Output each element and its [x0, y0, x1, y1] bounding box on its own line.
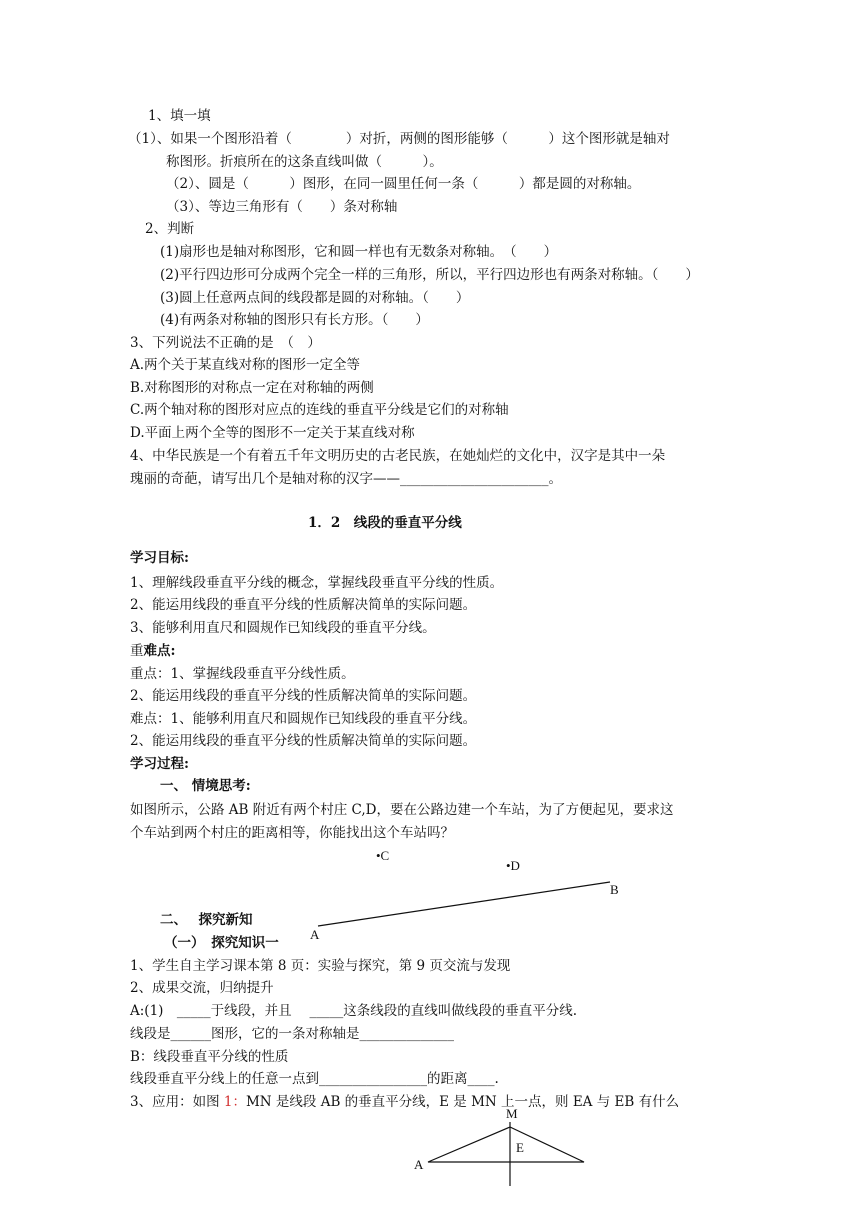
q1-3: （3）、等边三角形有（ ）条对称轴 — [166, 199, 398, 215]
step-1: 1、学生自主学习课本第 8 页：实验与探究，第 9 页交流与发现 — [130, 958, 511, 974]
key-point-1: 重点：1、掌握线段垂直平分线性质。 — [130, 666, 355, 682]
q2-title: 2、判断 — [145, 221, 195, 237]
difficulty-1: 难点：1、能够利用直尺和圆规作已知线段的垂直平分线。 — [130, 711, 477, 727]
property-heading: B：线段垂直平分线的性质 — [130, 1049, 289, 1065]
triangle-aeb — [428, 1127, 584, 1162]
application-text-a: 3、应用：如图 1： — [130, 1094, 246, 1110]
point-e-label: E — [516, 1140, 524, 1155]
property-text: 线段垂直平分线上的任意一点到________________的距离____. — [130, 1071, 499, 1087]
q2-3: (3)圆上任意两点间的线段都是圆的对称轴。（ ） — [160, 290, 470, 306]
point-m-label: M — [506, 1106, 518, 1121]
point-b-label: B — [610, 882, 619, 897]
key-point-2: 2、能运用线段的垂直平分线的性质解决简单的实际问题。 — [130, 688, 477, 704]
definition-b: 线段是______图形，它的一条对称轴是______________ — [130, 1026, 454, 1042]
q1-1-line-b: 称图形。折痕所在的这条直线叫做（ ）。 — [166, 154, 443, 170]
scene-text-a: 如图所示，公路 AB 附近有两个村庄 C,D，要在公路边建一个车站，为了方便起见，要求这 — [130, 802, 674, 818]
tri-point-a-label: A — [414, 1157, 424, 1172]
q3-option-a: A.两个关于某直线对称的图形一定全等 — [130, 357, 361, 373]
q1-1-line-a: （1）、如果一个图形沿着（ ）对折，两侧的图形能够（ ）这个图形就是轴对 — [128, 131, 670, 147]
q2-1: (1)扇形也是轴对称图形，它和圆一样也有无数条对称轴。 （ ） — [160, 244, 558, 260]
point-a-label: A — [310, 927, 320, 942]
application-text-b: MN 是线段 AB 的垂直平分线，E 是 MN 上一点，则 EA 与 EB 有什么 — [245, 1094, 680, 1110]
q3-option-b: B.对称图形的对称点一定在对称轴的两侧 — [130, 380, 374, 396]
q4-line-a: 4、中华民族是一个有着五千年文明历史的古老民族，在她灿烂的文化中，汉字是其中一朵 — [130, 448, 666, 464]
q4-line-b: 瑰丽的奇葩，请写出几个是轴对称的汉字——______________________。 — [130, 471, 562, 487]
goal-2: 2、能运用线段的垂直平分线的性质解决简单的实际问题。 — [130, 597, 477, 613]
explore-heading: 二、 探究新知 — [160, 912, 253, 928]
process-heading: 学习过程: — [130, 756, 189, 772]
village-c-label: •C — [376, 848, 390, 863]
scene-heading: 一、 情境思考: — [160, 778, 251, 794]
difficulty-2: 2、能运用线段的垂直平分线的性质解决简单的实际问题。 — [130, 733, 477, 749]
goal-1: 1、理解线段垂直平分线的概念，掌握线段垂直平分线的性质。 — [130, 575, 504, 591]
q2-4: (4)有两条对称轴的图形只有长方形。（ ） — [160, 312, 429, 328]
goals-heading: 学习目标: — [130, 550, 189, 566]
q3-option-c: C.两个轴对称的图形对应点的连线的垂直平分线是它们的对称轴 — [130, 402, 509, 418]
lesson-title: 1．2 线段的垂直平分线 — [308, 515, 462, 531]
village-d-label: •D — [506, 858, 520, 873]
key-heading-a: 重 — [130, 643, 144, 659]
q3-title: 3、下列说法不正确的是 （ ） — [130, 335, 321, 351]
step-2: 2、成果交流，归纳提升 — [130, 980, 274, 996]
goal-3: 3、能够利用直尺和圆规作已知线段的垂直平分线。 — [130, 620, 436, 636]
definition-a: A:(1) _____于线段，并且 _____这条线段的直线叫做线段的垂直平分线. — [130, 1003, 578, 1019]
q1-2: （2）、圆是（ ）图形，在同一圆里任何一条（ ）都是圆的对称轴。 — [166, 176, 641, 192]
key-heading-b: 难点: — [143, 643, 176, 659]
explore-subheading: （一） 探究知识一 — [164, 935, 279, 951]
scene-text-b: 个车站到两个村庄的距离相等，你能找出这个车站吗？ — [130, 825, 454, 841]
q1-title: 1、填一填 — [148, 108, 211, 124]
q2-2: (2)平行四边形可分成两个完全一样的三角形，所以，平行四边形也有两条对称轴。（ ） — [160, 267, 699, 283]
q3-option-d: D.平面上两个全等的图形不一定关于某直线对称 — [130, 425, 415, 441]
figure-ref-red: 1： — [223, 1094, 246, 1110]
